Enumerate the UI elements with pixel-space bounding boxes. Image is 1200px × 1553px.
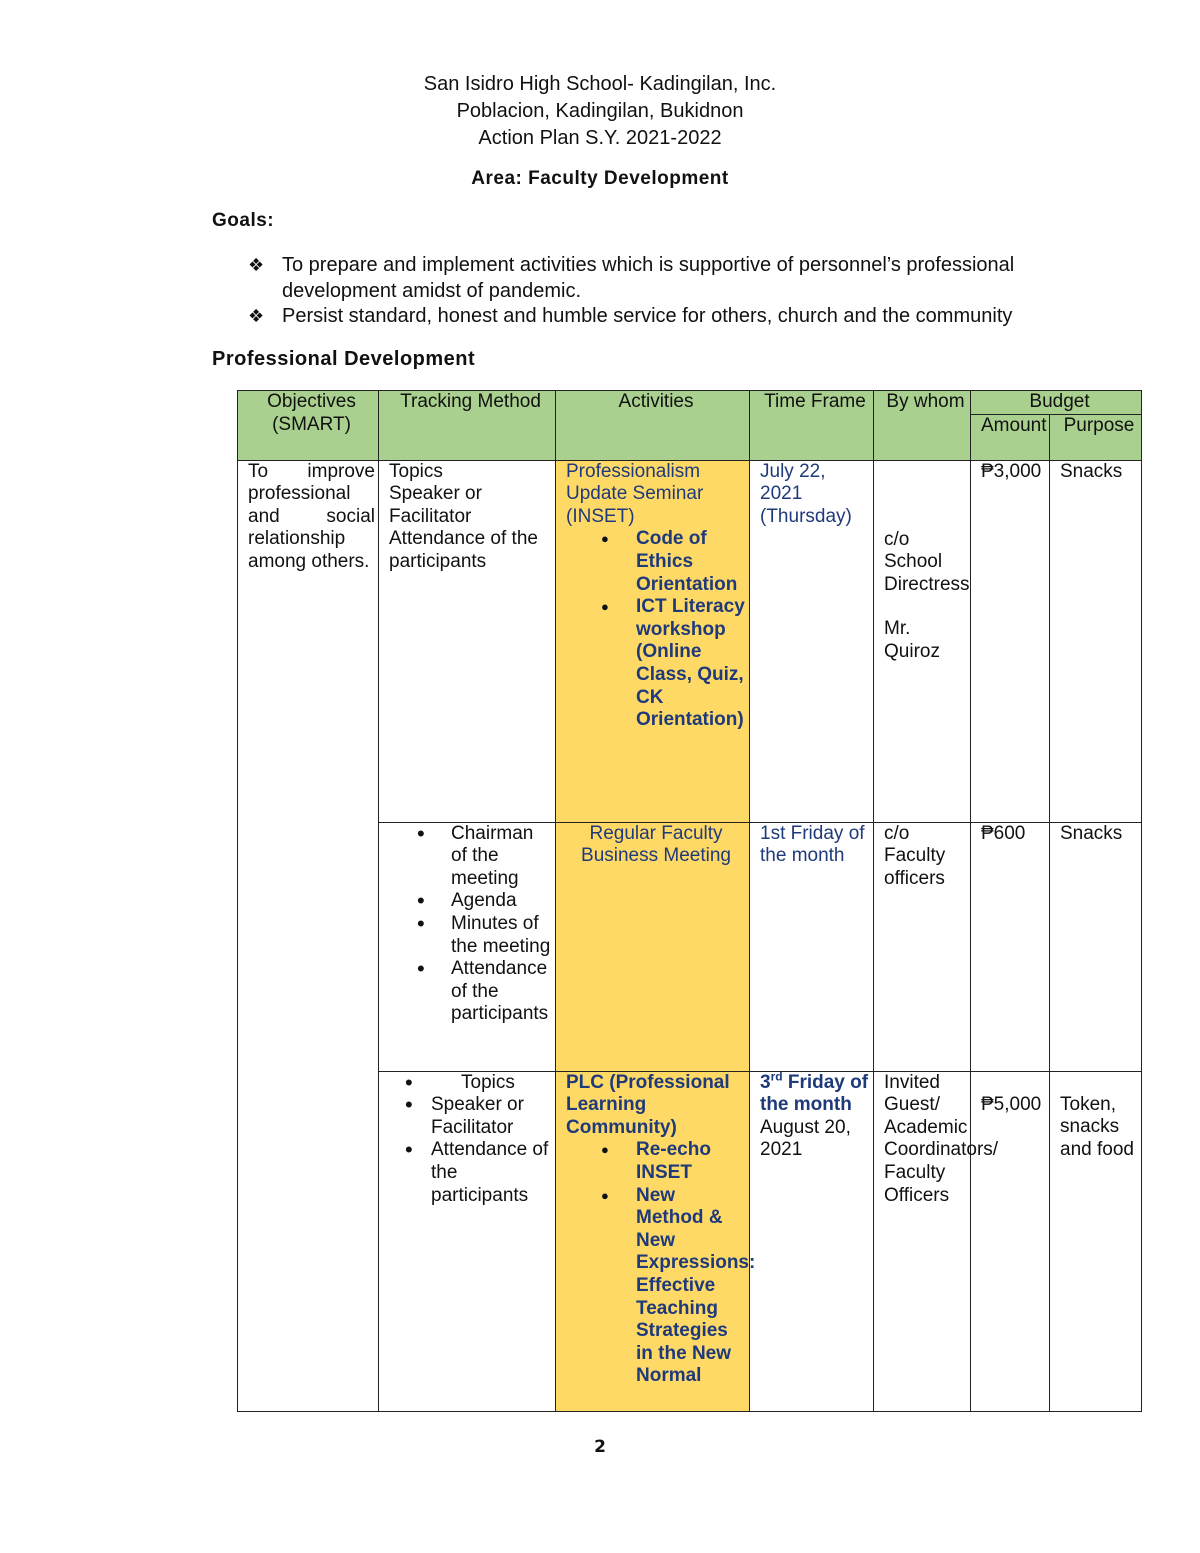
table-row [238, 460, 1142, 822]
page-number: 2 [594, 1437, 606, 1457]
list-item: ● Code of Ethics Orientation [566, 528, 746, 596]
by-whom-cell: c/o Faculty officers [874, 822, 971, 1071]
list-item: • Speaker or Facilitator [379, 1094, 552, 1139]
list-item: • Minutes of the meeting [379, 913, 552, 958]
goals-label: Goals: [212, 210, 275, 231]
time-frame-cell: 1st Friday of the month [750, 822, 874, 1071]
smart-label: (SMART) [272, 413, 351, 435]
budget-header: Budget [971, 391, 1142, 415]
objectives-header: Objectives (SMART) [238, 391, 379, 461]
tracking-header: Tracking Method [379, 391, 556, 461]
time-frame-cell: 3rd Friday of the month August 20, 2021 [750, 1071, 874, 1411]
goals-list [248, 253, 1128, 330]
list-item: ● ICT Literacy workshop (Online Class, Quiz, CK Orientation) [566, 596, 746, 732]
purpose-cell: Snacks [1050, 822, 1142, 1071]
area-title: Area: Faculty Development [471, 168, 729, 189]
amount-cell: ₱600 [971, 822, 1050, 1071]
list-item: • Attendance of the participants [379, 958, 552, 1026]
amount-header: Amount [971, 414, 1050, 460]
by-whom-cell: Invited Guest/ Academic Coordinators/ Faculty Officers [874, 1071, 971, 1411]
purpose-header: Purpose [1050, 414, 1142, 460]
document-header [0, 71, 1200, 152]
diamond-bullet-icon: ❖ [248, 255, 265, 275]
tracking-cell: Topics Speaker or Facilitator Attendance of the participants [379, 460, 556, 822]
activity-cell: Regular Faculty Business Meeting [556, 822, 750, 1071]
amount-cell: ₱3,000 [971, 460, 1050, 822]
list-item: ● Re-echo INSET [566, 1139, 746, 1184]
school-address: Poblacion, Kadingilan, Bukidnon [456, 100, 744, 122]
activity-title: PLC (Professional Learning Community) [566, 1071, 730, 1138]
tracking-cell [379, 822, 556, 1071]
time-frame-header: Time Frame [750, 391, 874, 461]
goal-item: ❖ To prepare and implement activities which is supportive of personnel’s professional development amidst of pandemic. [248, 254, 1015, 302]
activity-cell [556, 460, 750, 822]
purpose-cell: Snacks [1050, 460, 1142, 822]
goal-item: ❖ Persist standard, honest and humble service for others, church and the community [248, 304, 1128, 330]
purpose-cell: Token, snacks and food [1050, 1071, 1142, 1411]
by-whom-cell: c/o School Directress Mr. Quiroz [874, 460, 971, 822]
diamond-bullet-icon: ❖ [248, 306, 265, 326]
amount-cell: ₱5,000 [971, 1071, 1050, 1411]
plan-title: Action Plan S.Y. 2021-2022 [478, 127, 722, 149]
list-item: • Agenda [379, 890, 552, 913]
activities-header: Activities [556, 391, 750, 461]
activity-title: Professionalism Update Seminar (INSET) [566, 460, 704, 527]
action-plan-table [237, 390, 1142, 1412]
by-whom-header: By whom [874, 391, 971, 461]
list-item: • Attendance of the participants [379, 1139, 552, 1207]
list-item: • Chairman of the meeting [379, 823, 552, 891]
tracking-cell [379, 1071, 556, 1411]
activity-cell [556, 1071, 756, 1411]
time-frame-cell: July 22, 2021 (Thursday) [750, 460, 874, 822]
section-title: Professional Development [212, 348, 476, 370]
school-name: San Isidro High School- Kadingilan, Inc. [423, 73, 777, 95]
list-item: • Topics [379, 1072, 552, 1095]
list-item: ● New Method & New Expressions: Effective Teaching Strategies in the New Normal [566, 1185, 746, 1388]
objective-cell: To improve professional and social relationship among others. [238, 460, 379, 1411]
